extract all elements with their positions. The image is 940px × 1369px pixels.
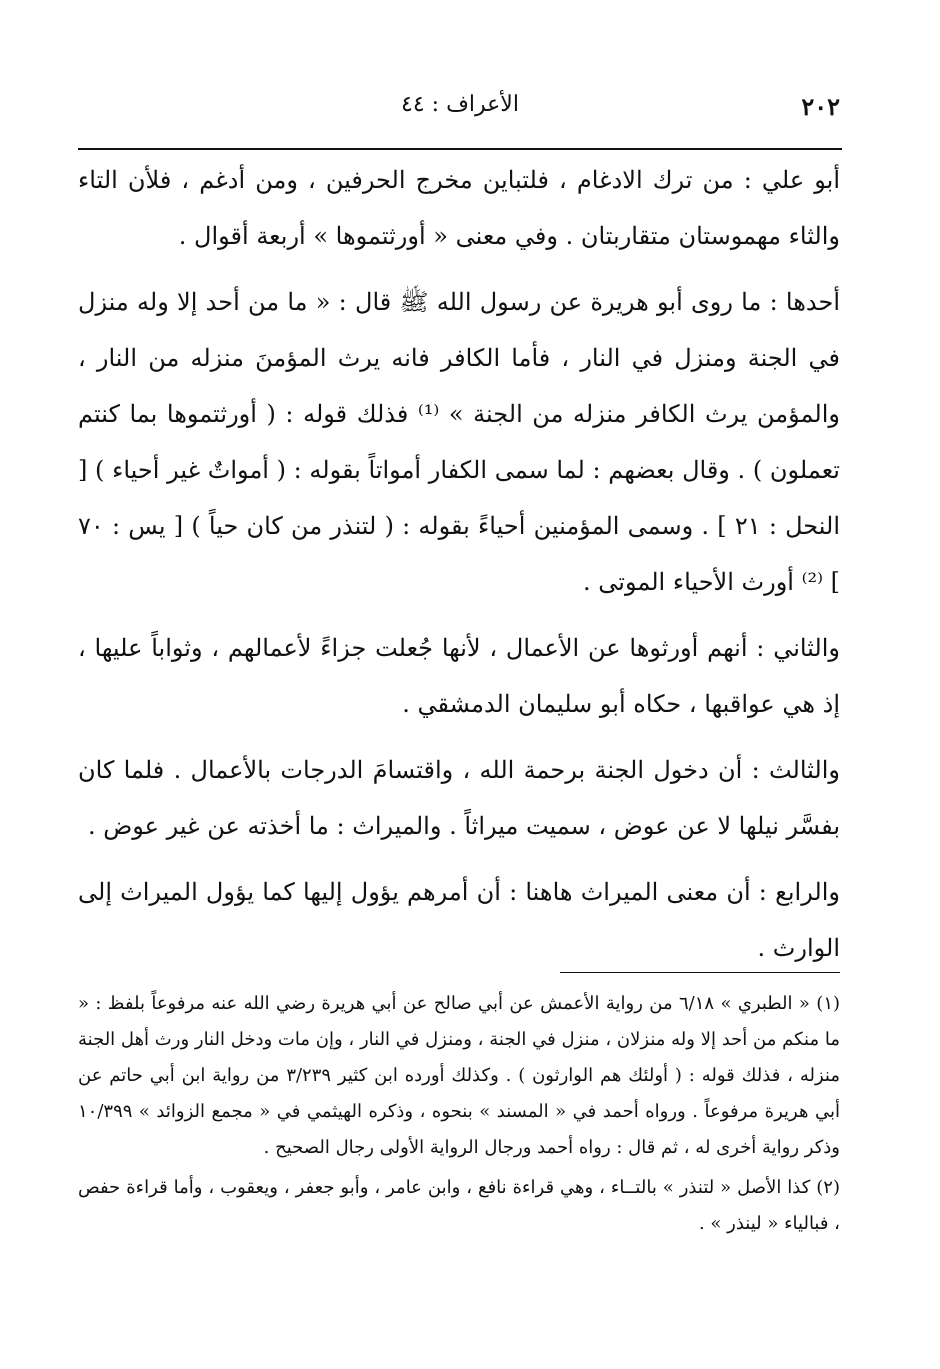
paragraph: أحدها : ما روى أبو هريرة عن رسول الله ﷺ قال : « ما من أحد إلا وله منزل في الجنة ومنزل في النار ، فأما الكافر فانه يرث المؤمنَ منزله من النار ، والمؤمن يرث الكافر منزله من الجنة » ⁽¹⁾ فذلك قوله : ( أورثتموها بما كنتم تعملون ) . وقال بعضهم : لما سمى الكفار أمواتاً بقوله : ( أمواتٌ غير أحياء ) [ النحل : ٢١ ] . وسمى المؤمنين أحياءً بقوله : ( لتنذر من كان حياً ) [ يس : ٧٠ ] ⁽²⁾ أورث الأحياء الموتى . — [78, 288, 840, 596]
footnote-rule — [560, 972, 840, 973]
paragraph: والثالث : أن دخول الجنة برحمة الله ، واقتسامَ الدرجات بالأعمال . فلما كان بفسَّر نيلها لا عن عوض ، سميت ميراثاً . والميراث : ما أخذته عن غير عوض . — [78, 756, 840, 840]
header-rule — [78, 148, 842, 150]
paragraph: أبو علي : من ترك الادغام ، فلتباين مخرج الحرفين ، ومن أدغم ، فلأن التاء والثاء مهموستان متقاربتان . وفي معنى « أورثتموها » أربعة أقوال . — [78, 166, 840, 250]
paragraph: والرابع : أن معنى الميراث هاهنا : أن أمرهم يؤول إليها كما يؤول الميراث إلى الوارث . — [78, 878, 840, 962]
footnote: (٢) كذا الأصل « لتنذر » بالتــاء ، وهي قراءة نافع ، وابن عامر ، وأبو جعفر ، ويعقوب ، وأما قراءة حفص ، فبالياء « لينذر » . — [78, 1177, 840, 1234]
footnotes — [78, 986, 840, 1242]
paragraph: والثاني : أنهم أورثوها عن الأعمال ، لأنها جُعلت جزاءً لأعمالهم ، وثواباً عليها ، إذ هي عواقبها ، حكاه أبو سليمان الدمشقي . — [78, 634, 840, 718]
running-head: الأعراف : ٤٤ — [401, 92, 519, 117]
footnote: (١) « الطبري » ٦/١٨ من رواية الأعمش عن أبي صالح عن أبي هريرة رضي الله عنه مرفوعاً بلفظ : « ما منكم من أحد إلا وله منزلان ، منزل في الجنة ، ومنزل في النار ، وإن مات ودخل النار ورث أهل الجنة منزله ، فذلك قوله : ( أولئك هم الوارثون ) . وكذلك أورده ابن كثير ٣/٢٣٩ من رواية ابن أبي حاتم عن أبي هريرة مرفوعاً . ورواه أحمد في « المسند » بنحوه ، وذكره الهيثمي في « مجمع الزوائد » ١٠/٣٩٩ وذكر رواية أخرى له ، ثم قال : رواه أحمد ورجال الرواية الأولى رجال الصحيح . — [78, 993, 841, 1158]
page-header — [80, 92, 840, 132]
main-text — [78, 152, 840, 976]
page-number: ٢٠٢ — [801, 92, 840, 121]
